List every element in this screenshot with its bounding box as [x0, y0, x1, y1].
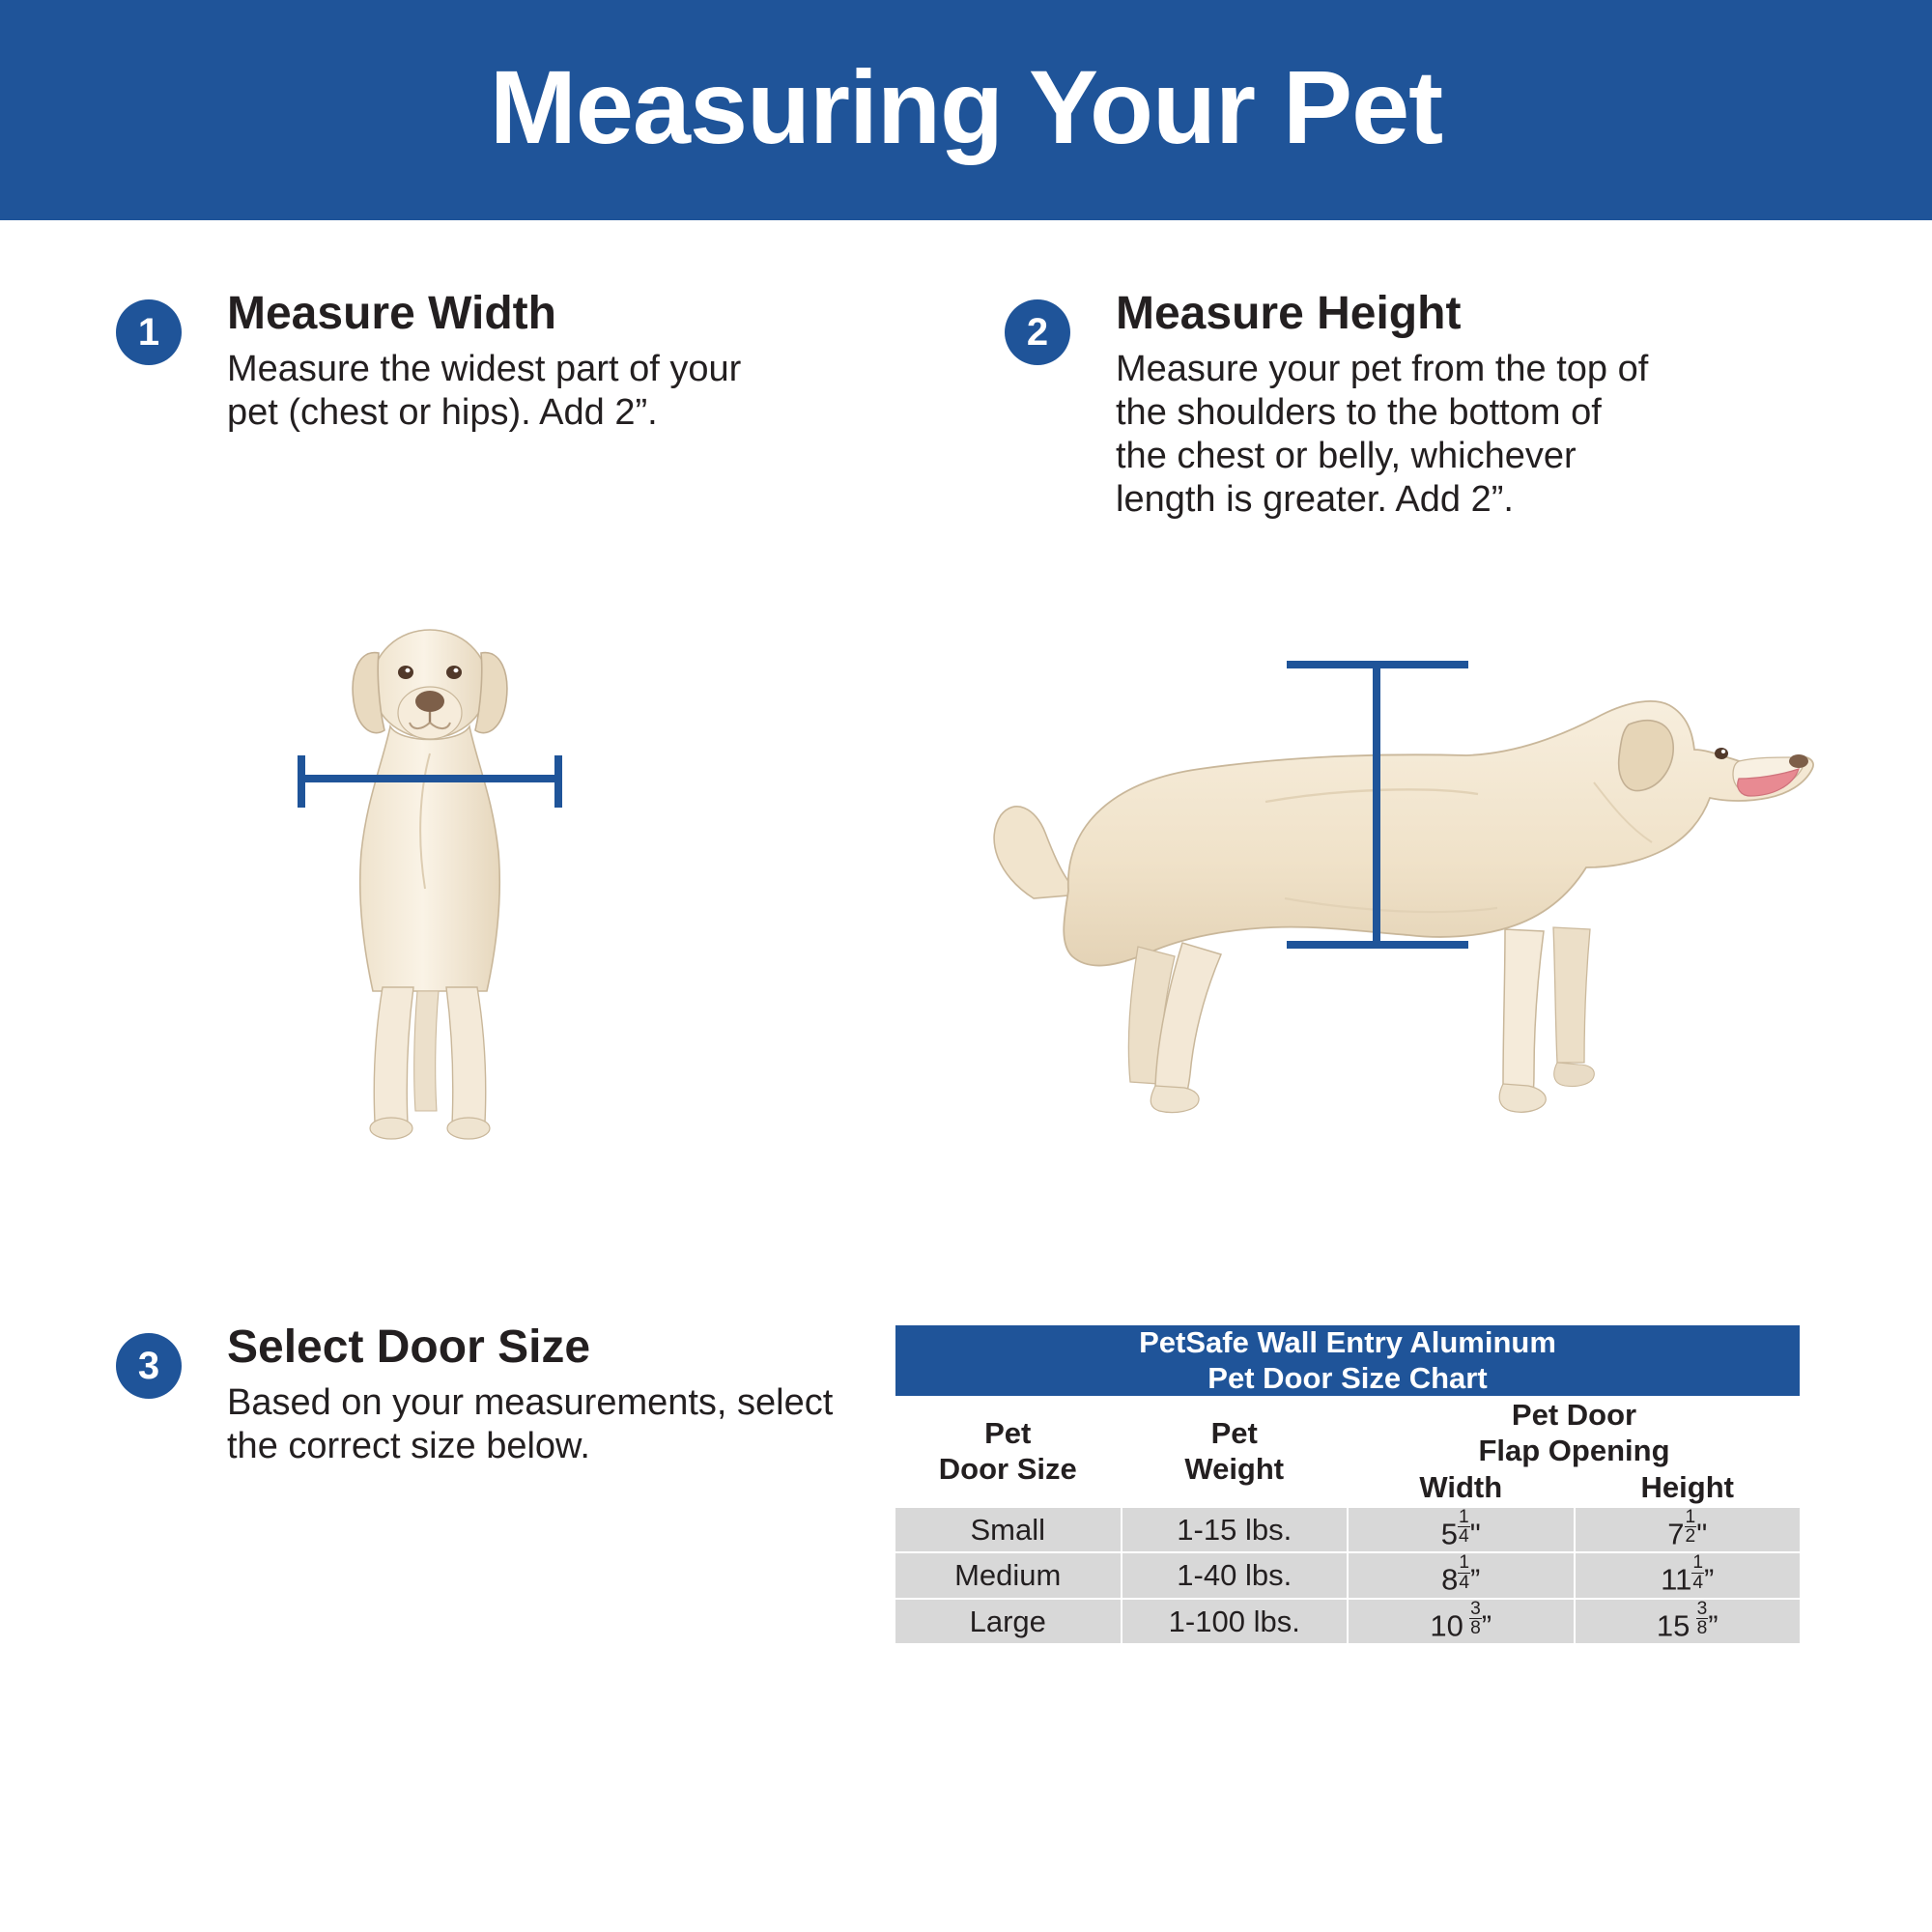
- step-1-body: [227, 290, 768, 435]
- page-title: Measuring Your Pet: [489, 48, 1443, 165]
- table-title-line-1: PetSafe Wall Entry Aluminum: [1139, 1325, 1556, 1359]
- step-3-title: Select Door Size: [227, 1321, 591, 1373]
- step-2-body: [1116, 290, 1657, 522]
- cell-height-small-whole: 7: [1667, 1517, 1685, 1551]
- dog-front-body: [353, 630, 507, 1139]
- cell-width-large-whole: 10: [1430, 1608, 1463, 1643]
- cell-weight-medium: 1-40 lbs.: [1122, 1552, 1349, 1599]
- cell-width-large: [1348, 1599, 1575, 1645]
- table-row: [895, 1507, 1801, 1553]
- cell-size-small: Small: [895, 1507, 1122, 1553]
- header-flap-height: Height: [1575, 1469, 1802, 1507]
- header-pet-weight-line-2: Weight: [1184, 1452, 1285, 1487]
- header-flap-opening-line-2: Flap Opening: [1478, 1433, 1670, 1467]
- cell-width-small-unit: ": [1469, 1517, 1481, 1551]
- cell-width-large-fraction: $\frac{3}{8}$: [1470, 1598, 1481, 1639]
- cell-width-medium-unit: ”: [1470, 1562, 1481, 1597]
- table-title-line-2: Pet Door Size Chart: [1208, 1360, 1488, 1395]
- table-row: [895, 1599, 1801, 1645]
- cell-width-medium-whole: 8: [1441, 1562, 1459, 1597]
- step-2-number-badge: 2: [1005, 299, 1070, 365]
- cell-width-medium-fraction: $\frac{1}{4}$: [1459, 1552, 1470, 1593]
- dog-side-body: [994, 701, 1813, 1113]
- cell-width-small-fraction: $\frac{1}{4}$: [1459, 1506, 1469, 1548]
- cell-height-large-unit: ”: [1708, 1608, 1719, 1643]
- cell-weight-small: 1-15 lbs.: [1122, 1507, 1349, 1553]
- table-row: [895, 1552, 1801, 1599]
- step-3-description: Based on your measurements, select the correct size below.: [227, 1382, 834, 1467]
- header-flap-opening-line-1: Pet Door: [1511, 1398, 1637, 1433]
- cell-width-small-whole: 5: [1440, 1517, 1459, 1551]
- cell-height-medium-fraction: $\frac{1}{4}$: [1692, 1552, 1704, 1593]
- cell-height-small-unit: ": [1696, 1517, 1708, 1551]
- header-pet-weight-line-1: Pet: [1210, 1416, 1258, 1451]
- header-pet-door-size-line-1: Pet: [984, 1416, 1032, 1451]
- dog-front-view-illustration: [290, 609, 570, 1150]
- header-flap-width: Width: [1348, 1469, 1575, 1507]
- header-pet-door-size-line-2: Door Size: [938, 1452, 1077, 1487]
- dog-side-view-illustration: [976, 609, 1845, 1150]
- table-title-row: [895, 1324, 1801, 1397]
- cell-weight-large: 1-100 lbs.: [1122, 1599, 1349, 1645]
- cell-height-small-fraction: $\frac{1}{2}$: [1685, 1506, 1696, 1548]
- step-3-number-badge: 3: [116, 1333, 182, 1399]
- cell-size-large: Large: [895, 1599, 1122, 1645]
- step-1-title: Measure Width: [227, 288, 556, 339]
- header-bar: [0, 0, 1932, 220]
- cell-height-large-fraction: $\frac{3}{8}$: [1696, 1598, 1708, 1639]
- cell-width-small: [1348, 1507, 1575, 1553]
- table-header-row-1: [895, 1397, 1801, 1469]
- cell-height-medium: [1575, 1552, 1802, 1599]
- cell-width-large-unit: ”: [1481, 1608, 1492, 1643]
- cell-width-medium: [1348, 1552, 1575, 1599]
- step-2-title: Measure Height: [1116, 288, 1462, 339]
- cell-height-medium-unit: ”: [1704, 1562, 1715, 1597]
- cell-height-medium-whole: 11: [1661, 1562, 1692, 1597]
- cell-height-large: [1575, 1599, 1802, 1645]
- table-title: [895, 1324, 1801, 1397]
- header-pet-weight: [1122, 1397, 1349, 1507]
- cell-height-small: [1575, 1507, 1802, 1553]
- step-1-description: Measure the widest part of your pet (chest or hips). Add 2”.: [227, 349, 742, 434]
- step-2-description: Measure your pet from the top of the shoulders to the bottom of the chest or belly, whichever length is greater. Add 2”.: [1116, 349, 1649, 520]
- header-pet-door-size: [895, 1397, 1122, 1507]
- pet-door-size-chart: [894, 1323, 1802, 1645]
- step-3-body: [227, 1323, 865, 1468]
- header-flap-opening: [1348, 1397, 1801, 1469]
- cell-height-large-whole: 15: [1656, 1608, 1690, 1643]
- step-1-number-badge: 1: [116, 299, 182, 365]
- cell-size-medium: Medium: [895, 1552, 1122, 1599]
